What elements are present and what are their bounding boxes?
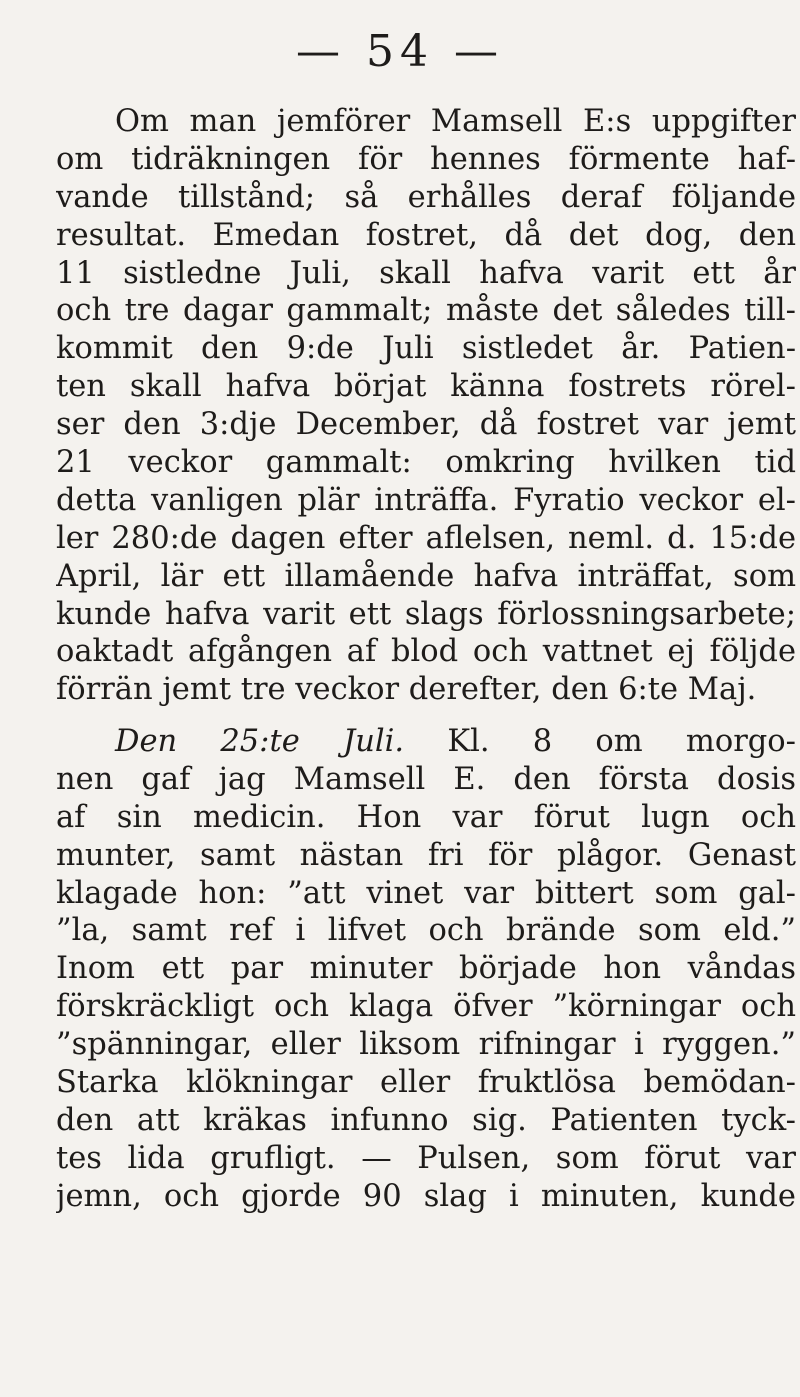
- text-fragment: Kl. 8 om morgo-: [447, 724, 796, 759]
- text-line: ser den 3:dje December, då fostret var jemt: [56, 407, 796, 443]
- text-line: kommit den 9:de Juli sistledet år. Patien-: [56, 331, 796, 367]
- text-line: ler 280:de dagen efter aflelsen, neml. d. 15:de: [56, 520, 796, 556]
- paragraph-2: [56, 723, 796, 1216]
- text-line: munter, samt nästan fri för plågor. Genast: [56, 837, 796, 873]
- text-line: klagade hon: ”att vinet var bittert som gal-: [56, 875, 796, 911]
- page-number: — 54 —: [296, 26, 504, 77]
- text-line: oaktadt afgången af blod och vattnet ej följde: [56, 634, 796, 670]
- entry-date: Den 25:te Juli.: [115, 724, 405, 759]
- text-line: om tidräkningen för hennes förmente haf-: [56, 141, 796, 177]
- text-line: Starka klökningar eller fruktlösa bemödan-: [56, 1065, 796, 1101]
- text-line: nen gaf jag Mamsell E. den första dosis: [56, 761, 796, 797]
- paragraph-1: [56, 103, 796, 709]
- text-line: förskräckligt och klaga öfver ”körningar och: [56, 989, 796, 1025]
- text-line: April, lär ett illamående hafva inträffat, som: [56, 558, 796, 594]
- text-line: detta vanligen plär inträffa. Fyratio veckor el-: [56, 482, 796, 518]
- text-line-first: [56, 723, 796, 761]
- text-line: ten skall hafva börjat känna fostrets rörel-: [56, 369, 796, 405]
- text-line: vande tillstånd; så erhålles deraf följande: [56, 179, 796, 215]
- text-line: ”la, samt ref i lifvet och brände som eld.”: [56, 913, 796, 949]
- text-line: förrän jemt tre veckor derefter, den 6:te Maj.: [56, 672, 757, 708]
- text-line: resultat. Emedan fostret, då det dog, den: [56, 217, 796, 253]
- text-line: Inom ett par minuter började hon våndas: [56, 951, 796, 987]
- text-line: den att kräkas infunno sig. Patienten tyck-: [56, 1102, 796, 1138]
- text-line: jemn, och gjorde 90 slag i minuten, kunde: [56, 1178, 796, 1214]
- text-line: 21 veckor gammalt: omkring hvilken tid: [56, 445, 796, 481]
- text-line: 11 sistledne Juli, skall hafva varit ett år: [56, 255, 796, 291]
- text-line: tes lida grufligt. — Pulsen, som förut var: [56, 1140, 796, 1176]
- text-line: ”spänningar, eller liksom rifningar i ryggen.”: [56, 1027, 796, 1063]
- text-line: Om man jemförer Mamsell E:s uppgifter: [115, 104, 796, 139]
- text-line: kunde hafva varit ett slags förlossningsarbete;: [56, 596, 796, 632]
- text-line: och tre dagar gammalt; måste det således till-: [56, 293, 796, 329]
- text-line: af sin medicin. Hon var förut lugn och: [56, 799, 796, 835]
